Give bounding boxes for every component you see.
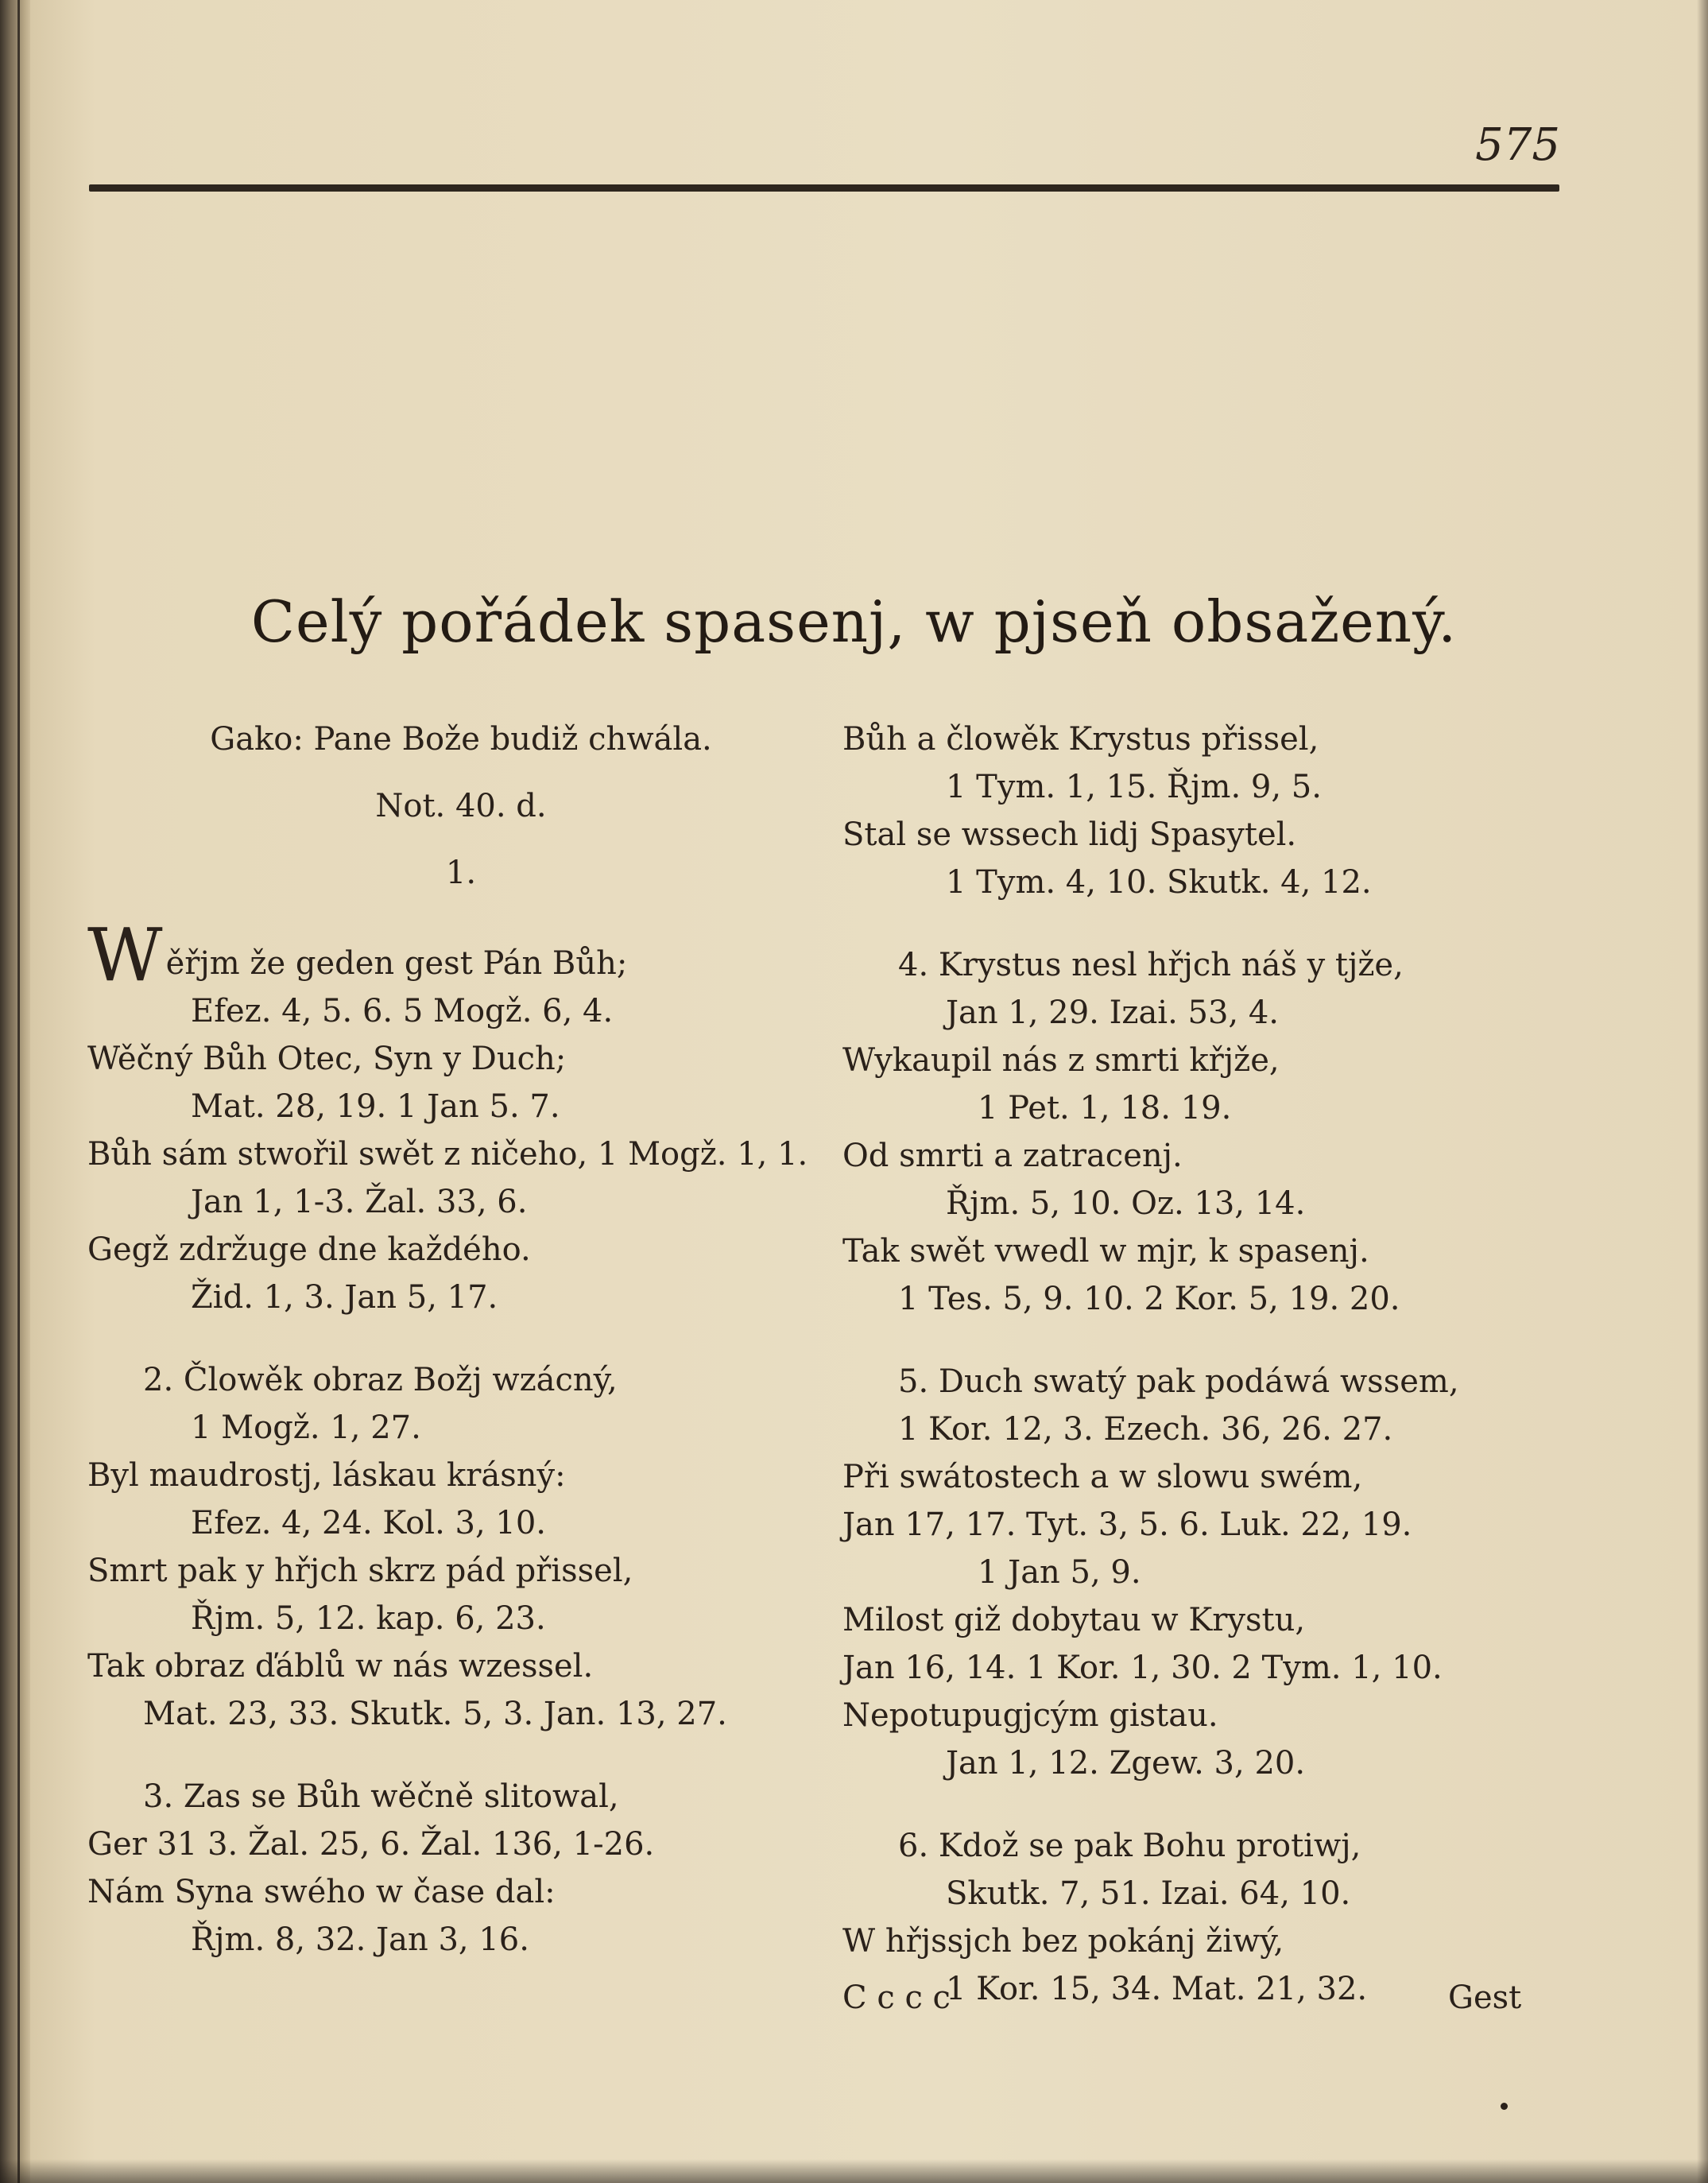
drop-cap-initial: W bbox=[87, 913, 163, 998]
header-rule bbox=[89, 184, 1559, 192]
verse-reference: Jan 16, 14. 1 Kor. 1, 30. 2 Tym. 1, 10. bbox=[842, 1650, 1443, 1686]
book-binding bbox=[0, 0, 30, 2183]
verse-line: 2. Člowěk obraz Božj wzácný, bbox=[143, 1362, 618, 1398]
verse-line: Od smrti a zatracenj. bbox=[842, 1138, 1183, 1174]
hymn-title: Celý pořádek spasenj, w pjseň obsažený. bbox=[250, 588, 1458, 655]
verse-line: Tak obraz ďáblů w nás wzessel. bbox=[87, 1648, 594, 1685]
verse-line: W hřjssjch bez pokánj žiwý, bbox=[842, 1923, 1284, 1960]
verse-line: Smrt pak y hřjch skrz pád přissel, bbox=[87, 1553, 633, 1589]
verse-reference: 1 Jan 5, 9. bbox=[978, 1554, 1141, 1591]
verse-line: 6. Kdož se pak Bohu protiwj, bbox=[898, 1828, 1361, 1864]
verse-line: Tak swět vwedl w mjr, k spasenj. bbox=[842, 1233, 1369, 1270]
verse-line: Bůh sám stwořil swět z ničeho, 1 Mogž. 1, 1. bbox=[87, 1136, 808, 1173]
page-edge-shadow bbox=[1697, 0, 1708, 2183]
verse-reference: 1 Kor. 15, 34. Mat. 21, 32. bbox=[946, 1971, 1368, 2007]
binding-edge-line bbox=[17, 0, 20, 2183]
verse-reference: Řjm. 8, 32. Jan 3, 16. bbox=[191, 1921, 529, 1958]
verse1-first-line bbox=[87, 913, 835, 998]
left-column bbox=[87, 715, 835, 1964]
catchword: Gest bbox=[1448, 1979, 1522, 2016]
verse-line: Gegž zdržuge dne každého. bbox=[87, 1231, 531, 1268]
verse-line: Milost giž dobytau w Krystu, bbox=[842, 1602, 1306, 1638]
verse-reference: 1 Tym. 4, 10. Skutk. 4, 12. bbox=[946, 864, 1372, 901]
verse-line: 5. Duch swatý pak podáwá wssem, bbox=[898, 1363, 1459, 1400]
verse-reference: Jan 17, 17. Tyt. 3, 5. 6. Luk. 22, 19. bbox=[842, 1506, 1412, 1543]
verse-reference: Mat. 23, 33. Skutk. 5, 3. Jan. 13, 27. bbox=[143, 1696, 727, 1732]
verse-reference: Jan 1, 29. Izai. 53, 4. bbox=[946, 995, 1280, 1031]
verse-line: Stal se wssech lidj Spasytel. bbox=[842, 816, 1297, 853]
verse-reference: Ger 31 3. Žal. 25, 6. Žal. 136, 1-26. bbox=[87, 1826, 655, 1863]
right-column bbox=[842, 715, 1605, 2013]
verse-reference: Řjm. 5, 10. Oz. 13, 14. bbox=[946, 1185, 1306, 1222]
verse-reference: Skutk. 7, 51. Izai. 64, 10. bbox=[946, 1875, 1351, 1912]
verse-reference: 1 Mogž. 1, 27. bbox=[191, 1409, 421, 1446]
signature-mark: C c c c bbox=[842, 1979, 951, 2016]
verse-reference: Jan 1, 12. Zgew. 3, 20. bbox=[946, 1745, 1306, 1782]
verse-line: 3. Zas se Bůh wěčně slitowal, bbox=[143, 1778, 619, 1815]
verse-number: 1. bbox=[445, 855, 477, 891]
verse-reference: Mat. 28, 19. 1 Jan 5. 7. bbox=[191, 1088, 560, 1125]
verse-line: Wěčný Bůh Otec, Syn y Duch; bbox=[87, 1041, 567, 1077]
page-number: 575 bbox=[1475, 119, 1560, 171]
verse-line: Bůh a člowěk Krystus přissel, bbox=[842, 721, 1319, 758]
verse-reference: Efez. 4, 5. 6. 5 Mogž. 6, 4. bbox=[191, 993, 614, 1029]
verse-reference: 1 Kor. 12, 3. Ezech. 36, 26. 27. bbox=[898, 1411, 1393, 1448]
verse-line: Nepotupugjcým gistau. bbox=[842, 1697, 1218, 1734]
verse-reference: 1 Tes. 5, 9. 10. 2 Kor. 5, 19. 20. bbox=[898, 1281, 1400, 1317]
verse-line: 4. Krystus nesl hřjch náš y tjže, bbox=[898, 947, 1404, 983]
verse-line: Wykaupil nás z smrti křjže, bbox=[842, 1042, 1280, 1079]
verse-reference: Efez. 4, 24. Kol. 3, 10. bbox=[191, 1505, 546, 1541]
verse-reference: Žid. 1, 3. Jan 5, 17. bbox=[191, 1279, 498, 1316]
verse-line: Při swátostech a w slowu swém, bbox=[842, 1459, 1363, 1495]
verse-reference: Jan 1, 1-3. Žal. 33, 6. bbox=[191, 1184, 528, 1220]
tune-indication: Gako: Pane Bože budiž chwála. bbox=[210, 721, 712, 758]
verse-reference: 1 Pet. 1, 18. 19. bbox=[978, 1090, 1232, 1126]
verse-reference: 1 Tym. 1, 15. Řjm. 9, 5. bbox=[946, 769, 1322, 805]
verse-reference: Řjm. 5, 12. kap. 6, 23. bbox=[191, 1600, 546, 1637]
page-bottom-shadow bbox=[0, 2159, 1708, 2183]
verse1-line1-text: ěřjm že geden gest Pán Bůh; bbox=[165, 945, 628, 982]
melody-note: Not. 40. d. bbox=[375, 788, 547, 824]
ink-speck bbox=[1501, 2103, 1508, 2110]
verse-line: Nám Syna swého w čase dal: bbox=[87, 1874, 556, 1910]
verse-line: Byl maudrostj, láskau krásný: bbox=[87, 1457, 566, 1494]
